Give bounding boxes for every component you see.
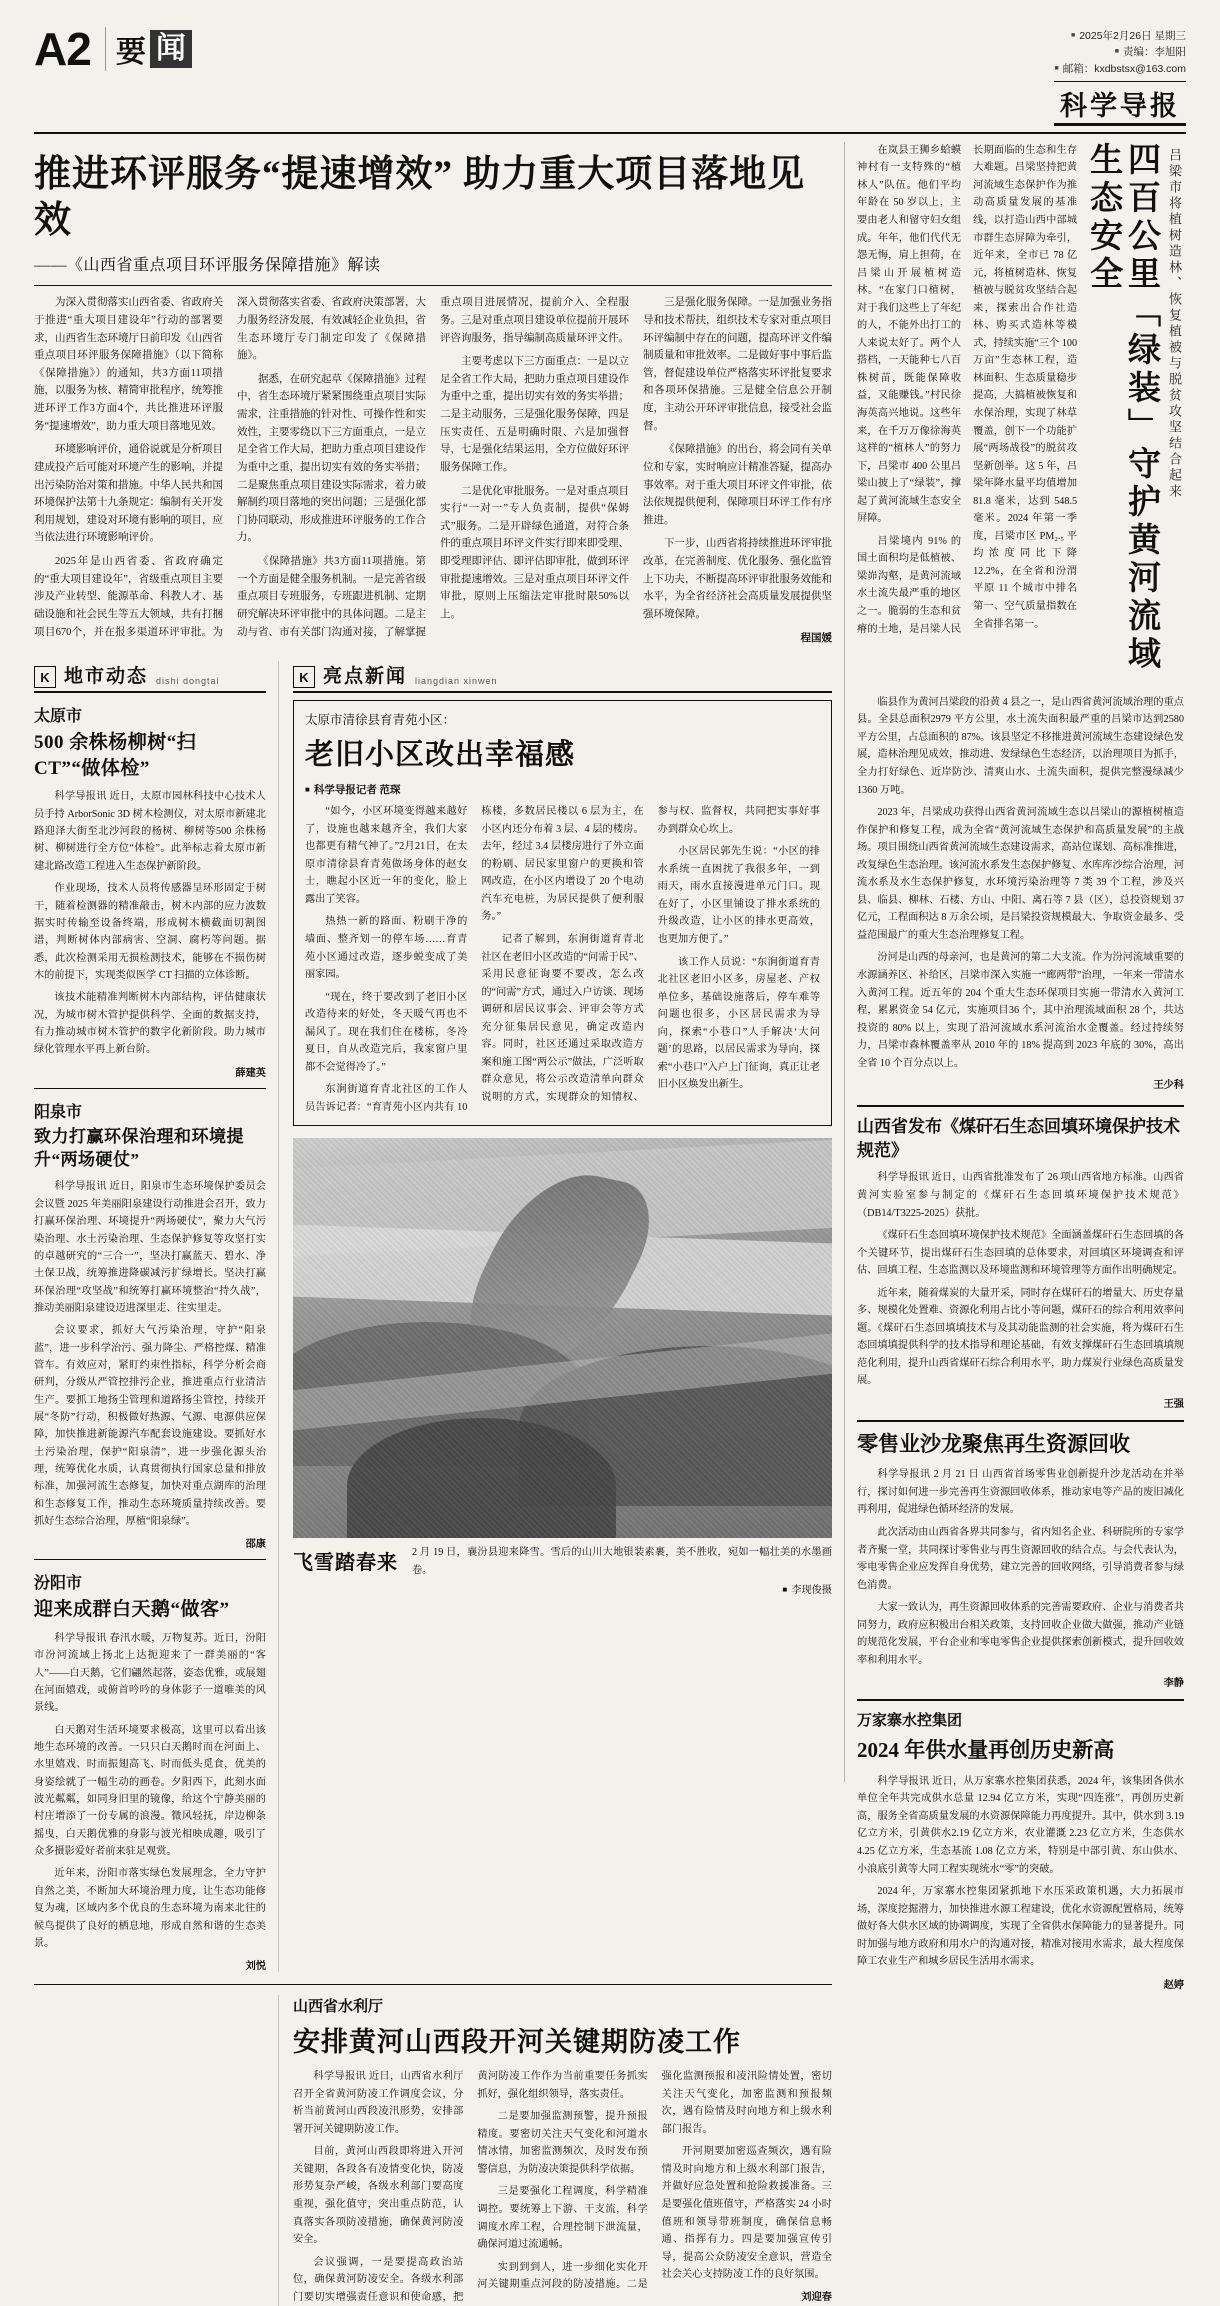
city-news-column (34, 661, 279, 1972)
right-article (857, 1115, 1184, 1410)
highlight-para: 该工作人员说：“东涧街道育青北社区老旧小区多，房屋老、产权单位多，基础设施落后，停车难等问题也很多，小区居民需求为导向，探索“小巷口”人手解决‘大问题’的思路，以居民需求为导向，探索“小巷口”入户上门征询，真正让老旧小区焕发出新生。 (657, 956, 820, 1091)
lead-para: 为深入贯彻落实山西省委、省政府关于推进“重大项目建设年”行动的部署要求，山西省生态环境厅日前印发《山西省重点项目环评服务保障措施》（以下简称《保障措施》）的通知，共3方面11项措施，以服务为核、精简审批程序，统筹推进环评工作3方面4个，共比推进环评服务“提速增效”，助力重大项目落地见效。 (34, 297, 223, 432)
section-char-2: 闻 (150, 30, 192, 68)
lower-block (34, 661, 832, 1972)
article-signature: 王强 (1163, 1398, 1184, 1410)
lead-para: 2025年是山西省委、省政府确定的“重大项目建设年”，省级重点项目主要涉及产业转型、能源革命、科教人才、基础设施和社会民生等五大领域，共有打捆项目670个，并在报多渠道环评审批。为深入贯彻落实省委、省政府决策部署，大力服务经济发展，有效减轻企业负担，省生态环境厅专门制定印发了《保障措施》。 (34, 297, 426, 638)
divider (857, 1420, 1184, 1422)
section-char-1: 要 (115, 36, 148, 69)
issue-date: ■ 2025年2月26日 星期三 (1054, 28, 1186, 44)
divider (34, 1088, 266, 1089)
highlight-para: 小区居民郭先生说：“小区的排水系统一直困扰了我很多年，一到雨天，雨水直接漫进单元门口。现在好了，小区里铺设了排水系统的升级改造，让小区的排水更高效，也更加方便了。” (657, 846, 820, 945)
section-name (105, 27, 192, 71)
article-para: 作业现场，技术人员将传感器呈环形固定于树干，随着检测器的精准敲击，树木内部的应力波数据实时传输至设备终端，形成树木横截面切割图谱，判断树体内部病害、空洞、腐朽等问题。据悉，此次检测采用无损检测技术，能够在不损伤树木的前提下，实现类似医学 CT 扫描的立体诊断。 (34, 883, 266, 981)
city-article (34, 703, 266, 1078)
article-body (293, 2068, 832, 2306)
right-article (857, 1430, 1184, 1689)
paper-logo (1054, 81, 1186, 126)
lead-subheadline: ——《山西省重点项目环评服务保障措施》解读 (34, 257, 381, 275)
article-body (857, 1773, 1184, 1971)
right-lede-para: 2023 年，吕梁成功获得山西省黄河流域生态以吕梁山的源植树植造作保护和修复工程，成为全省“黄河流域生态保护和高质量发展”的主战场。项目围绕山西省黄河流域生态建设需求，高站位谋划、高标准推进，改复绿色生态治理。该河流水系发生态保护修复、水库库沙综合治理，河流水系及水生态保护修复，水环境污染治理等 7 类 39 个工程，涉及兴县、临县、柳林、石楼、方山、中阳、离石等 7 县（区），总投资规划 37 亿元，工程面积达 8 万余公顷，是吕梁投资规模最大、争取资金最多、受益范围最广的重大生态治理修复工程。 (857, 807, 1184, 941)
article-title: 安排黄河山西段开河关键期防凌工作 (292, 2027, 741, 2058)
right-lede-body (857, 142, 1077, 638)
issue-mail: ■ 邮箱：kxdbstsx@163.com (1054, 61, 1186, 77)
article-para: 科学导报讯 近日，山西省水利厅召开全省黄河防凌工作调度会议，分析当前黄河山西段凌汛形势，安排部署开河关键期防凌工作。 (292, 2071, 464, 2135)
lead-para: 据悉，在研究起草《保障措施》过程中，省生态环境厅紧紧围绕重点项目实际需求，注重措施的针对性、可操作性和实效性，主要零绕以下三方面重点，一是立足全省工作大局，把助力重点项目建设作为重中之重，提出切实有效的务实举措；二是聚焦重点项目建设实际需求，着力破解制约项目落地的突出问题；三是强化部门协同联动，形成推进环评服务的工作合力。 (237, 373, 426, 544)
right-lede-para: 汾河是山西的母亲河，也是黄河的第二大支流。作为汾河流域重要的水源涵养区、补给区，吕梁市深入实施一“廊两带”治理，一年来一带清水入黄河工程。近五年的 204 个重大生态环保项目实施一带清水入黄河工程，累累资金 54 亿元，实施项目36 个，其中治理流域面积 28 个，共达投资的 80% 以上，实现了沿河流域水系河流治水金覆盖。经过持续努力，吕梁市森林覆盖率从 2010 年的 18% 提高到 2023 年底的 30%，高出全省 10 个百分点以上。 (857, 952, 1184, 1069)
article-para: 科学导报讯 近日，从万家寨水控集团获悉，2024 年，该集团各供水单位全年共完成供水总量 12.94 亿立方米，实现“四连涨”，再创历史新高，服务全省高质量发展的水资源保障能力再度提升。其中，供水到 3.19 亿立方米，引黄供水2.19 亿立方米，农业灌溉 2.23 亿立方米，生态供水 4.25 亿立方米，生态基流 1.08 亿立方米，特别是中部引黄、东山供水、小浪底引黄等大同工程实现统水“零”的突破。 (857, 1775, 1184, 1875)
article-para: 目前，黄河山西段即将进入开河关键期，各段各有凌情变化快，防凌形势复杂严峻，各级水利部门要高度重视，强化值守，突出重点防范，认真落实各项防凌措施，确保黄河防凌安全。 (292, 2146, 464, 2246)
right-lede-para: 临县作为黄河吕梁段的沿黄 4 县之一，是山西省黄河流域治理的重点县。全县总面积2979 平方公里，水土流失面积最严重的吕梁市达到2580 平方公里，占总面积的 87%。该县坚定不移推进黄河流域生态建设绿色发展，造林治理见成效，推动进、发绿绿色生态经济，以治理项目为抓手，全力打好绿色、近岸防沙、清爽山水、土流失面积，提供完整漫绿减少 1360 万吨。 (857, 696, 1184, 796)
article-para: 三是要强化工程调度，科学精准调控。要统筹上下游、干支流，科学调度水库工程，合理控制下泄流量，确保河道过流通畅。 (477, 2186, 648, 2251)
article-title: 2024 年供水量再创历史新高 (857, 1738, 1115, 1763)
article-department: 山西省水利厅 (292, 1999, 383, 2016)
photo-caption-text: 2 月 19 日，襄汾县迎来降雪。雪后的山川大地银装素裹，美不胜收，宛如一幅壮美的水墨画卷。 (411, 1547, 832, 1576)
lead-headline: 推进环评服务“提速增效” 助力重大项目落地见效 (34, 153, 806, 242)
article-body (34, 788, 266, 1058)
article-para: 白天鹅对生活环境要求极高，这里可以看出该地生态环境的改善。一只只白天鹅时而在河面上、水里嬉戏、时而振翅高飞、时而低头觅食，优美的身姿绘就了一幅生动的画卷。夕阳西下，此刻水面波光粼粼，如同身旧里的镜像，给这个宁静美丽的村庄增添了一份专属的浪漫。微风轻抚，岸边柳条摇曳，白天鹅优雅的身影与波光相映成趣，吸引了众多摄影爱好者前来驻足观赏。 (34, 1724, 266, 1858)
highlight-title: 老旧小区改出幸福感 (304, 739, 575, 772)
article-signature: 刘迎春 (801, 2291, 832, 2303)
article-para: 科学导报讯 2 月 21 日 山西省首场零售业创新提升沙龙活动在并举行，探讨如何进一步完善再生资源回收体系，推动家电等产品的废旧减化再利用，促进绿色循环经济的发展。 (857, 1469, 1184, 1516)
section-header-liangdian (293, 661, 832, 693)
article-signature: 李静 (1163, 1678, 1184, 1690)
article-para: 此次活动由山西省各界共同参与，省内知名企业、科研院所的专家学者齐聚一堂，共同探讨零售业与再生资源回收的结合点。与会代表认为，零电零售企业应发挥自身优势，建立完善的回收网络，引导消费者参与绿色消费。 (857, 1527, 1184, 1591)
highlight-para: 热热一新的路面、粉刷干净的墙面、整齐划一的停车场……育青苑小区通过改造，逐步蜕变成了美丽家园。 (304, 916, 468, 981)
article-title: 致力打赢环保治理和环境提升“两场硬仗” (34, 1126, 244, 1169)
paper-logo-text: 科学导报 (1060, 90, 1180, 121)
article-para: 科学导报讯 近日，阳泉市生态环境保护委员会会议暨 2025 年美丽阳泉建设行动推进会召开，致力打赢环保治理、环境提升“两场硬仗”，聚力大气污染治理、水土污染治理、生态保护修复等攻坚打实的卓越研究的“三合一”，坚决打赢蓝天、碧水、净土保卫战，统筹推进降碳减污扩绿增长。坚决打赢环保治理“攻坚战”和统筹打赢环境整治“持久战”，推动美丽阳泉建设迈进深里走、往实里走。 (34, 1181, 266, 1314)
article-signature: 邵康 (245, 1539, 266, 1551)
right-column (844, 141, 1184, 1991)
article-para: 开河期要加密巡查频次，遇有险情及时向地方和上级水利部门报告，并做好应急处置和抢险救援准备。三是要强化值班值守，严格落实 24 小时值班和领导带班制度，确保信息畅通、指挥有力。四是要加强宣传引导，提高公众防凌安全意识，营造全社会关心支持防凌工作的良好氛围。 (661, 2146, 832, 2281)
article-title: 山西省发布《煤矸石生态回填环境保护技术规范》 (857, 1116, 1180, 1160)
rule (34, 285, 832, 286)
article-para: 科学导报讯 近日，太原市园林科技中心技术人员手持 ArborSonic 3D 树木检测仪，对太原市新建北路迎泽大街至北沙河段的杨树、柳树等500 余株杨树、柳树进行全方位“体检”。此举标志着太原市新建北路改造工程进入生态保护新阶段。 (34, 791, 266, 872)
article-body (857, 1466, 1184, 1669)
right-lede-para: 在岚县王狮乡蛤蟆神村有一支特殊的“植林人”队伍。他们平均年龄在 50 岁以上，主要由老人和留守妇女组成。年年，他们代代无怨无悔，肩上担荷，在吕梁山开展植树造林。“在家门口植树，对于我们这些上了年纪的人，不能外出打工的人来说太好了。两个人搭档，一天能种七八百株树苗，既能保障收益，又能赚钱。”村民徐海英高兴地说。这些年来，在千万万像徐海英这样的“植林人”的努力下，吕梁市 400 公里吕梁山披上了“绿装”，撑起了黄河流域生态安全屏障。 (857, 144, 962, 525)
article-title: 500 余株杨柳树“扫 CT”“做体检” (34, 732, 197, 779)
highlight-para: “如今，小区环境变得越来越好了，设施也越来越齐全，我们大家也都更有精气神了。”2月21日，在太原市清徐县育青苑做场身体的赵女士，瞧起小区近一年的变化，脸上露出了笑容。 (304, 806, 468, 905)
article-para: 近年来，汾阳市落实绿色发展理念，全力守护自然之美，不断加大环境治理力度，让生态功能修复为魂，区域内多个优良的生态环境为南来北往的候鸟提供了良好的栖息地，形成自然和谐的生态美景。 (34, 1868, 266, 1949)
highlight-kicker: 太原市清徐县育青苑小区： (304, 713, 455, 728)
masthead-meta (1054, 28, 1186, 77)
lead-para: 二是优化审批服务。一是对重点项目实行“一对一”专人负责制，提供“保姆式”服务。二是开辟绿色通道，对符合条件的重点项目环评文件实行即来即受理、即受理即评估、即评估即审批，做到环评审批提速增效。三是对重点项目环评文件审批，原则上压缩法定审批时限50%以上。 (440, 485, 629, 620)
right-lede-para: 吕梁境内 91% 的国土面积均是低植被、梁峁沟壑，是黄河流域水土流失最严重的地区之一。脆弱的生态和贫瘠的土地，是吕梁人民长期面临的生态和生存大难题。吕梁坚持把黄河流域生态保护作为推动高质量发展的基准线，以打造山西中部城市群生态屏障为牵引，近年来，全市已 78 亿元，将植树造林、恢复植被与脱贫攻坚结合起来，探索出合作社造林、购买式造林等模式，持续实施“三个 100 万亩”生态林工程，造林面积、生态质量稳步提高，大搞植被恢复和水保治理，实现了林草覆盖，创下一个功能扩展“两场战役”的脱贫攻坚新创举。这 5 年，吕梁年降水量平均值增加81.8 毫米，达到 548.5 毫米。2024 年第一季度，吕梁市区 PM₂.₅ 平均浓度同比下降 12.2%，在全省和汾渭平原 11 个城市中排名第一、空气质量指数在全省排名第一。 (857, 144, 1078, 635)
article-title: 零售业沙龙聚焦再生资源回收 (857, 1431, 1130, 1456)
highlight-reporter: ■ 科学导报记者 范琛 (305, 782, 820, 797)
feature-column (279, 661, 832, 1972)
lead-byline: 程国媛 (800, 632, 832, 644)
vertical-feature-head (857, 142, 1184, 688)
article-title: 迎来成群白天鹅“做客” (34, 1599, 230, 1621)
lead-para: 主要考虑以下三方面重点：一是以立足全省工作大局，把助力重点项目建设作为重中之重，提出切实有效的务实举措；二是主动服务，三是强化服务保障，四是压实责任、五是明确时限、六是加强督导，七是强化结果运用，全方位做好环评服务保障工作。 (440, 356, 629, 473)
divider (857, 1699, 1184, 1701)
highlight-article (293, 700, 832, 1126)
snow-landscape-photo (293, 1138, 832, 1538)
city-label: 汾阳市 (34, 1575, 83, 1593)
article-para: 2024 年，万家寨水控集团紧抓地下水压采政策机遇，大力拓展市场，深度挖掘潜力，加快推进水源工程建设，优化水资源配置格局，统筹做好各大供水区域的协调调度，实现了全省供水保障能力的显著提升。同时加强与地方政府和用水户的沟通对接，精准对接用水需求，最大程度保障工农业生产和城乡居民生活用水需求。 (857, 1886, 1184, 1968)
lead-para: 下一步，山西省将持续推进环评审批改革，在完善制度、优化服务、强化监管上下功夫，不断提高环评审批服务效能和水平，为全省经济社会高质量发展提供坚强环境保障。 (643, 538, 832, 620)
article-signature: 薛建英 (235, 1067, 266, 1079)
photo-grain-overlay (293, 1138, 832, 1538)
section-title-dishi: 地市动态 (64, 666, 149, 688)
article-para: 《煤矸石生态回填环境保护技术规范》全面涵盖煤矸石生态回填的各个关键环节，提出煤矸石生态回填的总体要求，对回填区环境调查和评估、回填工程、生态监测以及环境监测和环境管理等方面作出明确规定。 (857, 1230, 1184, 1277)
article-body (34, 1630, 266, 1952)
article-para: 科学导报讯 近日，山西省批准发布了 26 项山西省地方标准。山西省黄河实验室参与制定的《煤矸石生态回填环境保护技术规范》（DB14/T3225-2025）获批。 (857, 1172, 1184, 1219)
article-para: 二是要加强监测预警，提升预报精度。要密切关注天气变化和河道水情冰情，加密监测频次，及时发布预警信息，为防凌决策提供科学依据。 (477, 2111, 648, 2175)
article-para: 会议强调，一是要提高政治站位，确保黄河防凌安全。各级水利部门要切实增强责任意识和使命感，把黄河防凌工作作为当前重要任务抓实抓好，强化组织领导，落实责任。 (292, 2071, 648, 2303)
photo-caption-title: 飞雪踏春来 (292, 1552, 398, 1575)
highlight-para: 记者了解到，东涧街道育青北社区在老旧小区改造的“问需于民”、采用民意征询要不要改，怎么改的“问需”方式，通过入户访谈、现场调研和居民议事会、评审会等方式充分征集居民意见，确定改造内容。同时，社区还通过采取改造方案和施工图“两公示”做法，广泛听取群众意见，将公示改造清单向群众说明的方式，实现群众的知情权、参与权、监督权，共同把实事好事办到群众心坎上。 (481, 806, 820, 1103)
city-article (34, 1099, 266, 1551)
masthead-left (34, 23, 192, 75)
main-column (34, 142, 844, 2303)
article-para: 会议要求，抓好大气污染治理，守护“阳泉蓝”，进一步科学治污、强力降尘、严格控煤、精准管车。有效应对，紧盯约束性指标，科学分析会商研判，分级从严管控排污企业，推进重点行业清洁生产。要抓工地扬尘管理和道路扬尘管控，持续开展“冬防”行动，积极做好热源、气源、电源供应保障，加快推进新能源汽车配套设施建设。要抓好水土污染治理，保护“阳泉清”，进一步强化源头治理，统筹优化水质，认真贯彻执行国家总量和排放标准，加强河流生态修复，加快对重点湖库的治理和生态修复工作，推动生态环境质量持续改善。要抓好生态综合治理，厚植“阳泉绿”。 (34, 1325, 266, 1528)
article-signature: 赵婷 (1163, 1979, 1184, 1991)
lead-para: 《保障措施》共3方面11项措施。第一个方面是健全服务机制。一是完善省级重点项目专班服务，专班跟进机制、定期研究解决环评审批中的具体问题。二是主动与省、市有关部门沟通对接，了解掌握重点项目进展情况，提前介入、全程服务。三是对重点项目建设单位提前开展环评咨询服务，指导编制高质量环评文件。 (237, 297, 629, 638)
page-grid (34, 141, 1186, 2303)
article-para: 大家一致认为，再生资源回收体系的完善需要政府、企业与消费者共同努力，政府应积极出台相关政策，支持回收企业做大做强，推动产业链的规范化发展，平台企业和零电零售企业提供探索创新模式，提升回收效率和利用水平。 (857, 1602, 1184, 1666)
section-pinyin-liangdian: liangdian xinwen (415, 676, 498, 687)
water-article (279, 1995, 832, 2306)
photo-caption-row (293, 1544, 832, 1596)
masthead (34, 23, 1186, 134)
section-header-dishi (34, 661, 266, 693)
k-badge-icon: K (293, 666, 315, 688)
photo-block (293, 1138, 832, 1596)
highlight-para: 东涧街道育青北社区的工作人员告诉记者：“育青苑小区内共有 10 栋楼，多数居民楼以 6 层为主，在小区内还分布着 3 层、4 层的楼房。去年，经过 3.4 层楼房进行了外立面的粉刷、居民家里窗户的更换和管网改造，在小区内增设了 20 个电动汽车充电桩，为居民提供了便利服务。” (304, 806, 644, 1113)
city-label: 阳泉市 (34, 1103, 83, 1121)
photo-credit: ■ 李现俊摄 (412, 1581, 832, 1596)
masthead-right (1054, 26, 1186, 126)
article-para: 实到到到人，进一步细化实化开河关键期重点河段的防凌措施。二是强化监测预报和凌汛险情处置，密切关注天气变化，加密监测和预报频次，遇有险情及时向地方和上级水利部门报告。 (477, 2071, 832, 2291)
right-lede-continued (857, 694, 1184, 1095)
highlight-body (305, 803, 820, 1116)
divider (857, 1105, 1184, 1107)
page-folio: A2 (34, 23, 91, 75)
vertical-subtitle: 吕梁市将植树造林、恢复植被与脱贫攻坚结合起来 (1167, 147, 1182, 500)
k-badge-icon: K (34, 666, 56, 688)
bottom-block (34, 1984, 832, 2306)
right-lede-signature: 王少科 (1153, 1080, 1184, 1092)
divider (34, 1559, 266, 1560)
lead-body (34, 294, 832, 647)
section-title-liangdian: 亮点新闻 (322, 666, 407, 688)
highlight-para: “现在，终于要改到了老旧小区改造待来的好处，冬天暖气再也不漏风了。现在我们住在楼栋，冬冷夏日，自从改造完后，我家窗户里都不会觉得冷了。” (304, 991, 468, 1073)
bottom-spacer-column (34, 1995, 279, 2306)
vertical-title: 四百公里「绿装」守护黄河流域生态安全 (1085, 141, 1159, 674)
city-article (34, 1570, 266, 1972)
article-body (857, 1169, 1184, 1390)
article-para: 近年来，随着煤炭的大量开采，同时存在煤矸石的增量大、历史存量多、规模化处置难、资源化利用占比小等问题，煤矸石的综合利用效率问题。《煤矸石生态回填填技术与及其动能监测的社会实施，将为煤矸石生态回填填提供科学的技术指导和理论基础，有效支撑煤矸石生态回填填规范化利用，提升山西省煤矸石综合利用水平，助力煤炭行业绿色高质量发展。 (857, 1287, 1184, 1387)
section-pinyin-dishi: dishi dongtai (156, 676, 220, 687)
article-para: 科学导报讯 春汛水暖，万物复苏。近日，汾阳市汾河流域上扬北上达扼迎来了一群美丽的“客人”——白天鹅，它们翩然起落，姿态优雅，或展翅在河面嬉戏，或俯首吟吟的身体影子一道唯美的风景线。 (34, 1633, 266, 1714)
right-article (857, 1709, 1184, 1990)
city-label: 太原市 (34, 708, 83, 726)
lead-para: 三是强化服务保障。一是加强业务指导和技术帮扶，组织技术专家对重点项目环评编制中存在的问题，提高环评文件编制质量和审批效率。二是做好事中事后监管，督促建设单位严格落实环评批复要求和各项环保措施。三是健全信息公开制度，主动公开环评审批信息，接受社会监督。 (643, 297, 832, 432)
article-signature: 刘悦 (245, 1961, 266, 1973)
article-body (34, 1178, 266, 1530)
article-para: 该技术能精准判断树木内部结构，评估健康状况，为城市树木管护提供科学、全面的数据支持，有力推动城市树木管护的数字化新阶段。助力城市绿化管理水平再上新台阶。 (34, 992, 266, 1056)
lead-para: 环境影响评价，通俗说就是分析项目建成投产后可能对环境产生的影响，并提出污染防治对策和措施。中华人民共和国环境保护法第十九条规定：编制有关开发利用规划，建设对环境有影响的项目，应当依法进行环境影响评价。 (34, 444, 223, 544)
article-department: 万家寨水控集团 (857, 1713, 963, 1730)
issue-editor: ■ 责编：李旭阳 (1054, 44, 1186, 60)
lead-para: 《保障措施》的出台，将会同有关单位和专家，实时响应计精准答疑，提高办事效率。对于重大项目环评文件审批，依法依规提供便利，保障项目环评工作有序推进。 (643, 444, 832, 526)
